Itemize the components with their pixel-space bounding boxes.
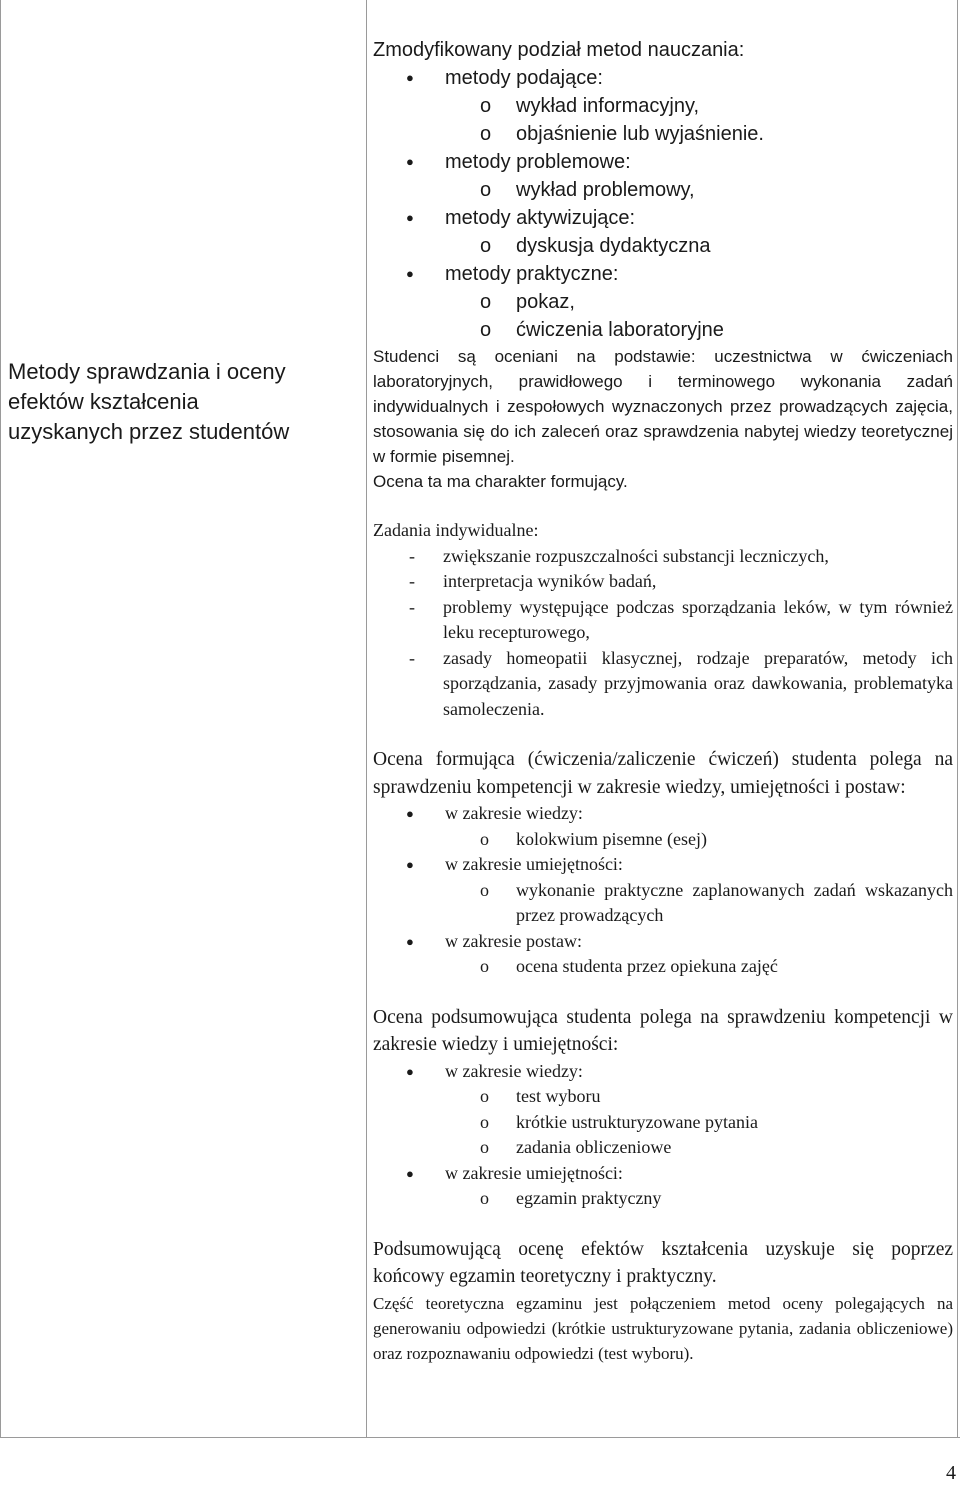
final-summary: Podsumowującą ocenę efektów kształcenia uzyskuje się poprzez końcowy egzamin teoretyczny i praktyczny.: [373, 1238, 953, 1287]
method-item: o wykład problemowy,: [373, 176, 953, 204]
formative-group: ● w zakresie umiejętności:: [373, 852, 953, 878]
teaching-methods-title: Zmodyfikowany podział metod nauczania:: [373, 39, 745, 61]
formative-item: o ocena studenta przez opiekuna zajęć: [373, 954, 953, 980]
task-item: - zwiększanie rozpuszczalności substancji leczniczych,: [373, 544, 953, 570]
task-item: - interpretacja wyników badań,: [373, 569, 953, 595]
summative-group: ● w zakresie umiejętności:: [373, 1161, 953, 1187]
method-group: ● metody praktyczne:: [373, 260, 953, 288]
method-item: o ćwiczenia laboratoryjne: [373, 316, 953, 344]
summative-item: o krótkie ustrukturyzowane pytania: [373, 1110, 953, 1136]
teaching-methods: [373, 36, 953, 344]
method-item: o wykład informacyjny,: [373, 92, 953, 120]
final-detail: Część teoretyczna egzaminu jest połączeniem metod oceny polegających na generowaniu odpowiedzi (krótkie ustrukturyzowane pytania, zadania obliczeniowe) oraz rozpoznawaniu odpowiedzi (test wyboru).: [373, 1293, 953, 1363]
individual-tasks-title: Zadania indywidualne:: [373, 520, 539, 540]
task-item: - zasady homeopatii klasycznej, rodzaje preparatów, metody ich sporządzania, zasady przyjmowania oraz dawkowania, problematyka samoleczenia.: [373, 646, 953, 723]
table-column-divider: [366, 0, 367, 1438]
formative-intro: Ocena formująca (ćwiczenia/zaliczenie ćwiczeń) studenta polega na sprawdzeniu kompetencji w zakresie wiedzy, umiejętności i postaw:: [373, 749, 953, 798]
row-heading: Metody sprawdzania i oceny efektów kształcenia uzyskanych przez studentów: [8, 359, 290, 444]
method-item: o pokaz,: [373, 288, 953, 316]
spacer: [373, 494, 953, 518]
summative-group: ● w zakresie wiedzy:: [373, 1059, 953, 1085]
table-border-left: [0, 0, 1, 1438]
formative-group: ● w zakresie wiedzy:: [373, 801, 953, 827]
summative-item: o zadania obliczeniowe: [373, 1135, 953, 1161]
individual-tasks: [373, 518, 953, 722]
method-item: o dyskusja dydaktyczna: [373, 232, 953, 260]
page-number: 4: [946, 1462, 956, 1484]
row-content: [373, 36, 953, 1366]
method-item: o objaśnienie lub wyjaśnienie.: [373, 120, 953, 148]
formative-item: o wykonanie praktyczne zaplanowanych zadań wskazanych przez prowadzących: [373, 878, 953, 929]
assessment-note: Ocena ta ma charakter formujący.: [373, 472, 628, 491]
summative-assessment: [373, 1004, 953, 1212]
table-border-right: [957, 0, 958, 1438]
formative-item: o kolokwium pisemne (esej): [373, 827, 953, 853]
task-item: - problemy występujące podczas sporządzania leków, w tym również leku recepturowego,: [373, 595, 953, 646]
method-group: ● metody problemowe:: [373, 148, 953, 176]
method-group: ● metody aktywizujące:: [373, 204, 953, 232]
summative-item: o egzamin praktyczny: [373, 1186, 953, 1212]
spacer: [373, 722, 953, 746]
spacer: [373, 1212, 953, 1236]
summative-item: o test wyboru: [373, 1084, 953, 1110]
spacer: [373, 980, 953, 1004]
formative-group: ● w zakresie postaw:: [373, 929, 953, 955]
method-group: ● metody podające:: [373, 64, 953, 92]
summative-intro: Ocena podsumowująca studenta polega na sprawdzeniu kompetencji w zakresie wiedzy i umiejętności:: [373, 1006, 953, 1055]
assessment-text: Studenci są oceniani na podstawie: uczestnictwa w ćwiczeniach laboratoryjnych, prawidłowego i terminowego wykonania zadań indywidualnych i zespołowych wyznaczonych przez prowadzących zajęcia, stosowania się do ich zaleceń oraz sprawdzenia nabytej wiedzy teoretycznej w formie pisemnej.: [373, 347, 953, 466]
final-assessment: [373, 1236, 953, 1366]
formative-assessment: [373, 746, 953, 980]
assessment-basis: [373, 344, 953, 494]
